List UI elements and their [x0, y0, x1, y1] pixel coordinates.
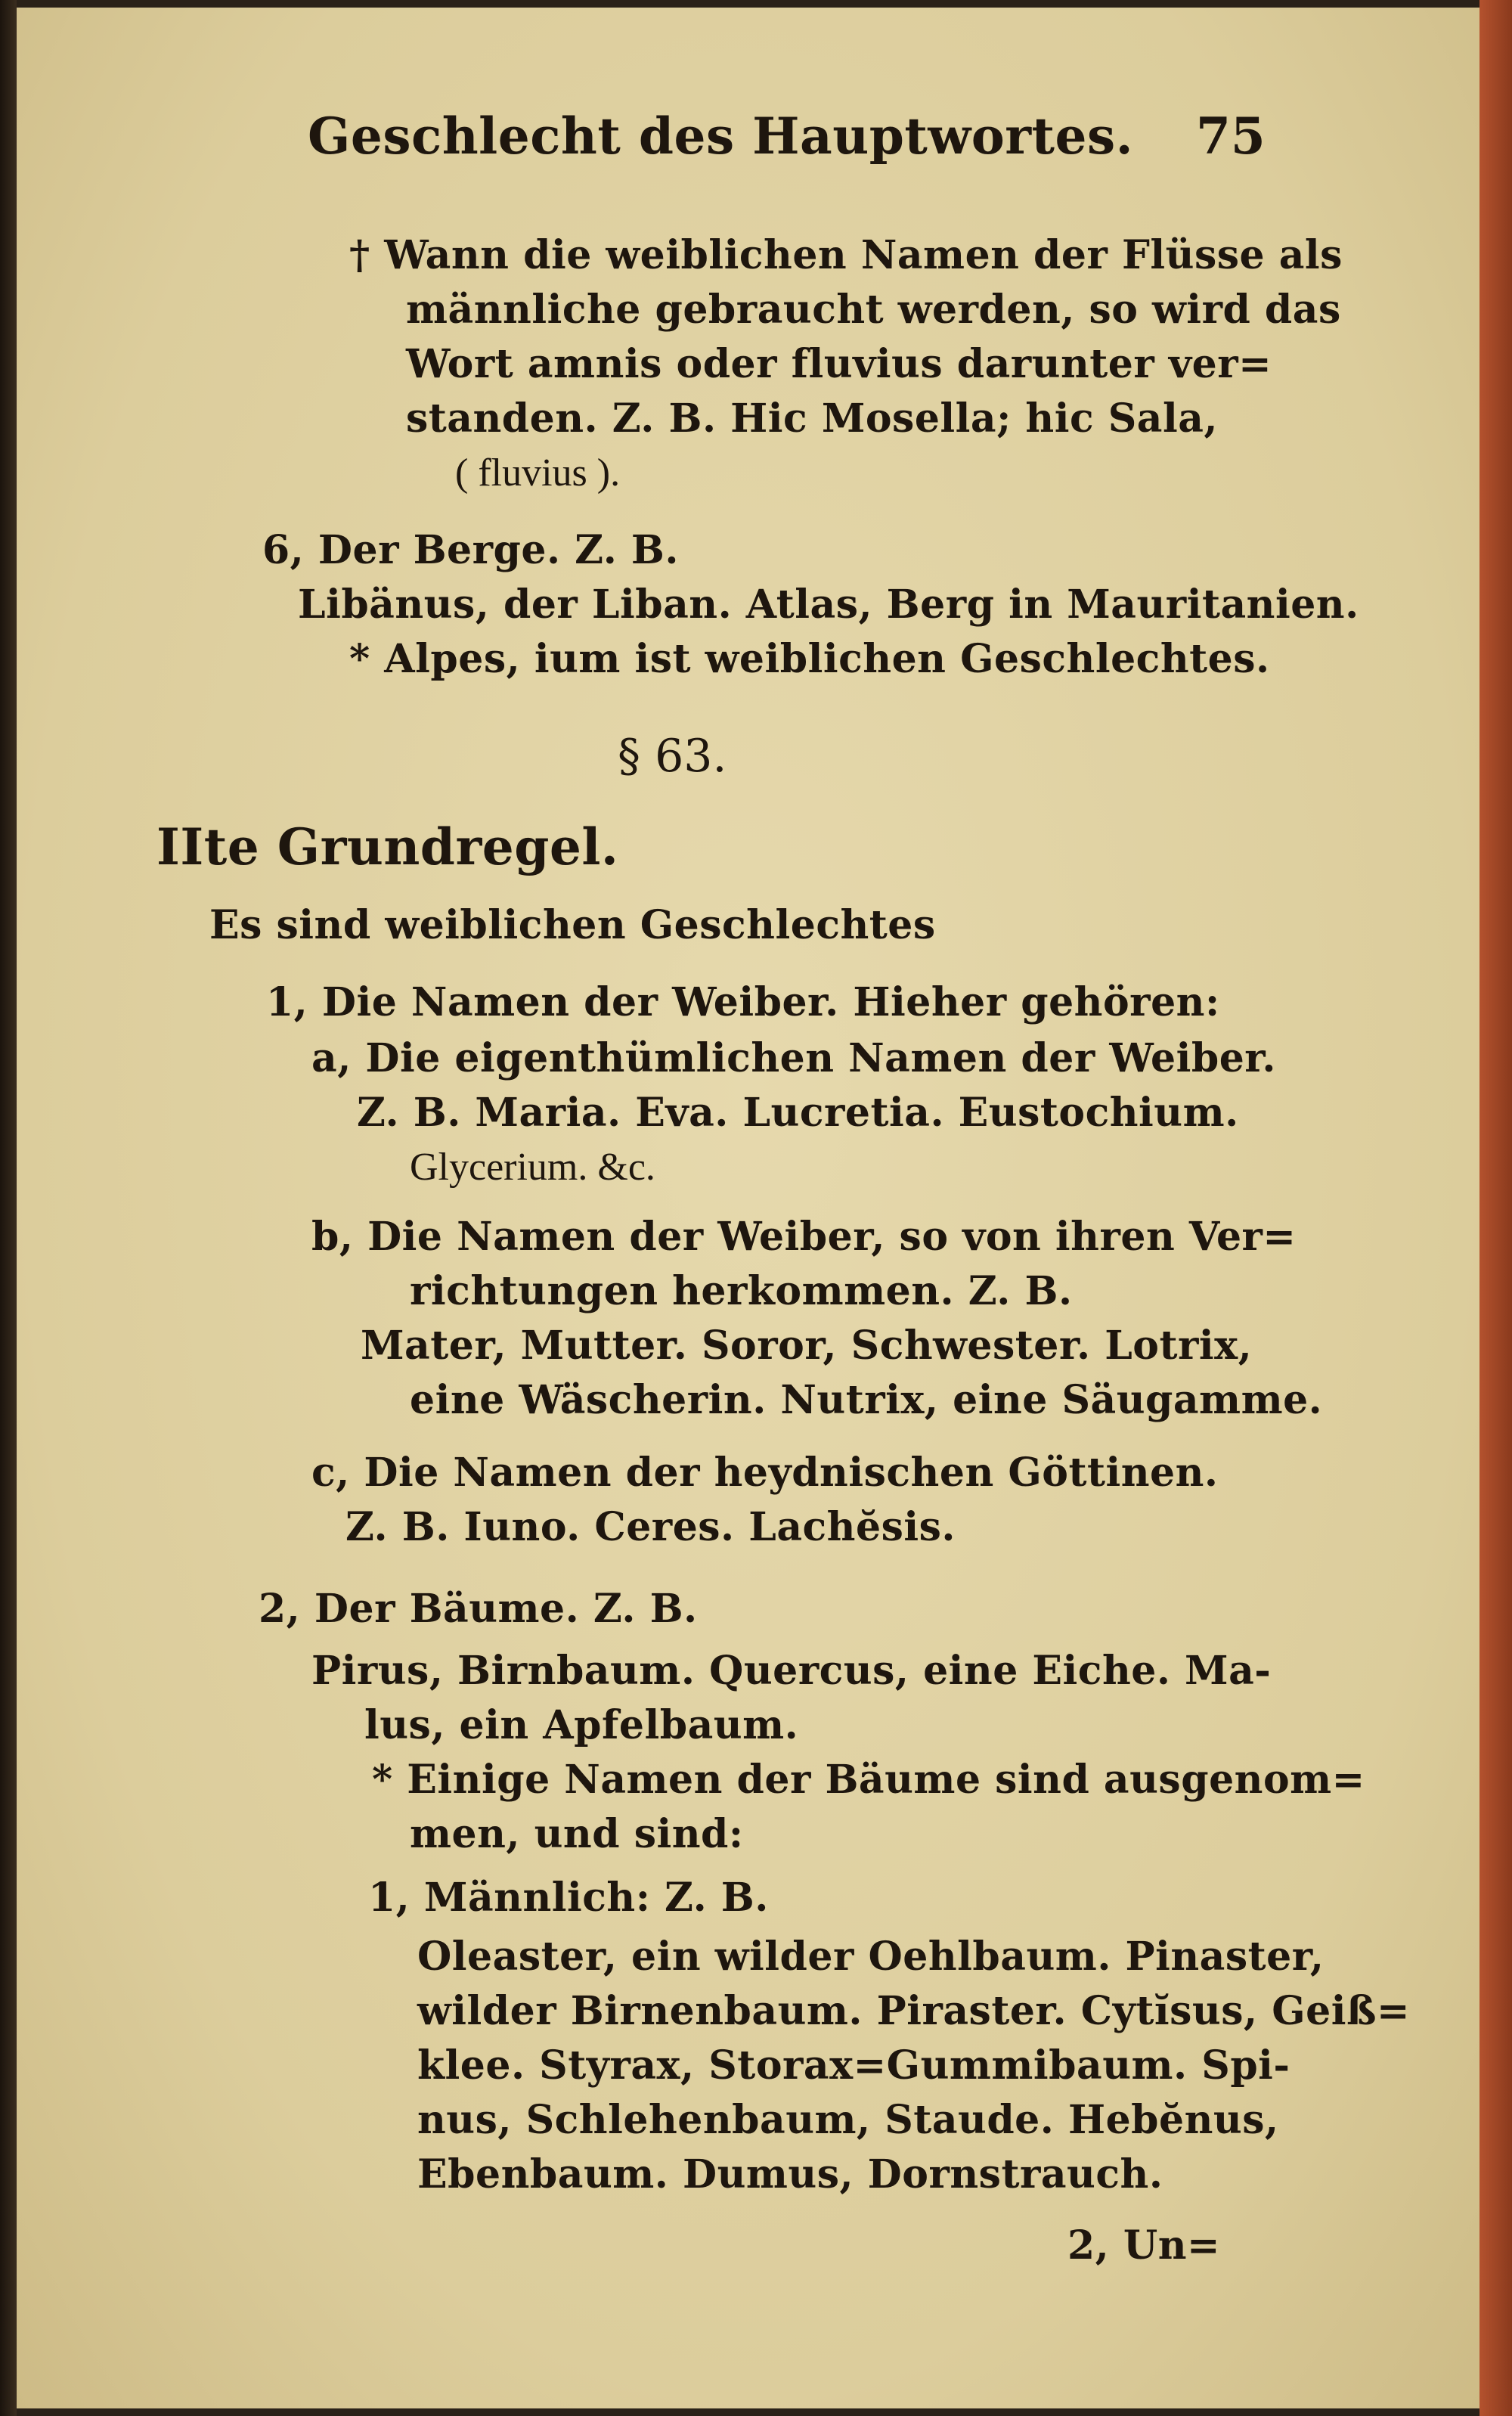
text-line: Es sind weiblichen Geschlechtes	[209, 902, 936, 948]
text-line: nus, Schlehenbaum, Staude. Hebĕnus,	[417, 2097, 1279, 2143]
text-line: Wort amnis oder fluvius darunter ver=	[406, 341, 1272, 387]
text-line: richtungen herkommen. Z. B.	[410, 1268, 1073, 1314]
text-line: 6, Der Berge. Z. B.	[262, 527, 679, 573]
text-line: Glycerium. &c.	[410, 1146, 655, 1189]
text-line: eine Wäscherin. Nutrix, eine Säugamme.	[410, 1377, 1323, 1423]
text-line: * Einige Namen der Bäume sind ausgenom=	[372, 1757, 1365, 1803]
book-spine	[0, 0, 17, 2416]
text-line: b, Die Namen der Weiber, so von ihren Ver=	[311, 1214, 1297, 1260]
text-line: a, Die eigenthümlichen Namen der Weiber.	[311, 1035, 1276, 1081]
book-edge	[1479, 0, 1512, 2416]
text-line: wilder Birnenbaum. Piraster. Cytĭsus, Geiß=	[417, 1988, 1411, 2034]
page-number: 75	[1196, 107, 1266, 166]
text-line: 2, Der Bäume. Z. B.	[259, 1586, 698, 1632]
text-line: 1, Männlich: Z. B.	[368, 1875, 769, 1921]
text-line: † Wann die weiblichen Namen der Flüsse als	[349, 232, 1343, 278]
text-line: Oleaster, ein wilder Oehlbaum. Pinaster,	[417, 1934, 1325, 1980]
text-line: Z. B. Iuno. Ceres. Lachĕsis.	[345, 1504, 956, 1550]
text-line: ( fluvius ).	[455, 451, 621, 495]
book-page	[17, 8, 1479, 2408]
text-line: 1, Die Namen der Weiber. Hieher gehören:	[266, 979, 1220, 1025]
catchword: 2, Un=	[1067, 2222, 1221, 2269]
text-line: Z. B. Maria. Eva. Lucretia. Eustochium.	[357, 1090, 1239, 1136]
text-line: Ebenbaum. Dumus, Dornstrauch.	[417, 2151, 1163, 2197]
page-header-title: Geschlecht des Hauptwortes.	[308, 107, 1134, 166]
section-heading: § 63.	[618, 730, 727, 783]
text-line: Libänus, der Liban. Atlas, Berg in Mauritanien.	[298, 582, 1359, 628]
text-line: lus, ein Apfelbaum.	[364, 1702, 799, 1748]
text-line: men, und sind:	[410, 1811, 744, 1857]
text-line: * Alpes, ium ist weiblichen Geschlechtes.	[349, 636, 1270, 682]
text-line: männliche gebraucht werden, so wird das	[406, 287, 1341, 333]
text-line: klee. Styrax, Storax=Gummibaum. Spi-	[417, 2042, 1290, 2089]
rule-heading: IIte Grundregel.	[156, 817, 619, 876]
text-line: Mater, Mutter. Soror, Schwester. Lotrix,	[361, 1323, 1253, 1369]
text-line: Pirus, Birnbaum. Quercus, eine Eiche. Ma-	[311, 1648, 1272, 1694]
text-line: c, Die Namen der heydnischen Göttinen.	[311, 1450, 1219, 1496]
text-line: standen. Z. B. Hic Mosella; hic Sala,	[406, 395, 1219, 442]
